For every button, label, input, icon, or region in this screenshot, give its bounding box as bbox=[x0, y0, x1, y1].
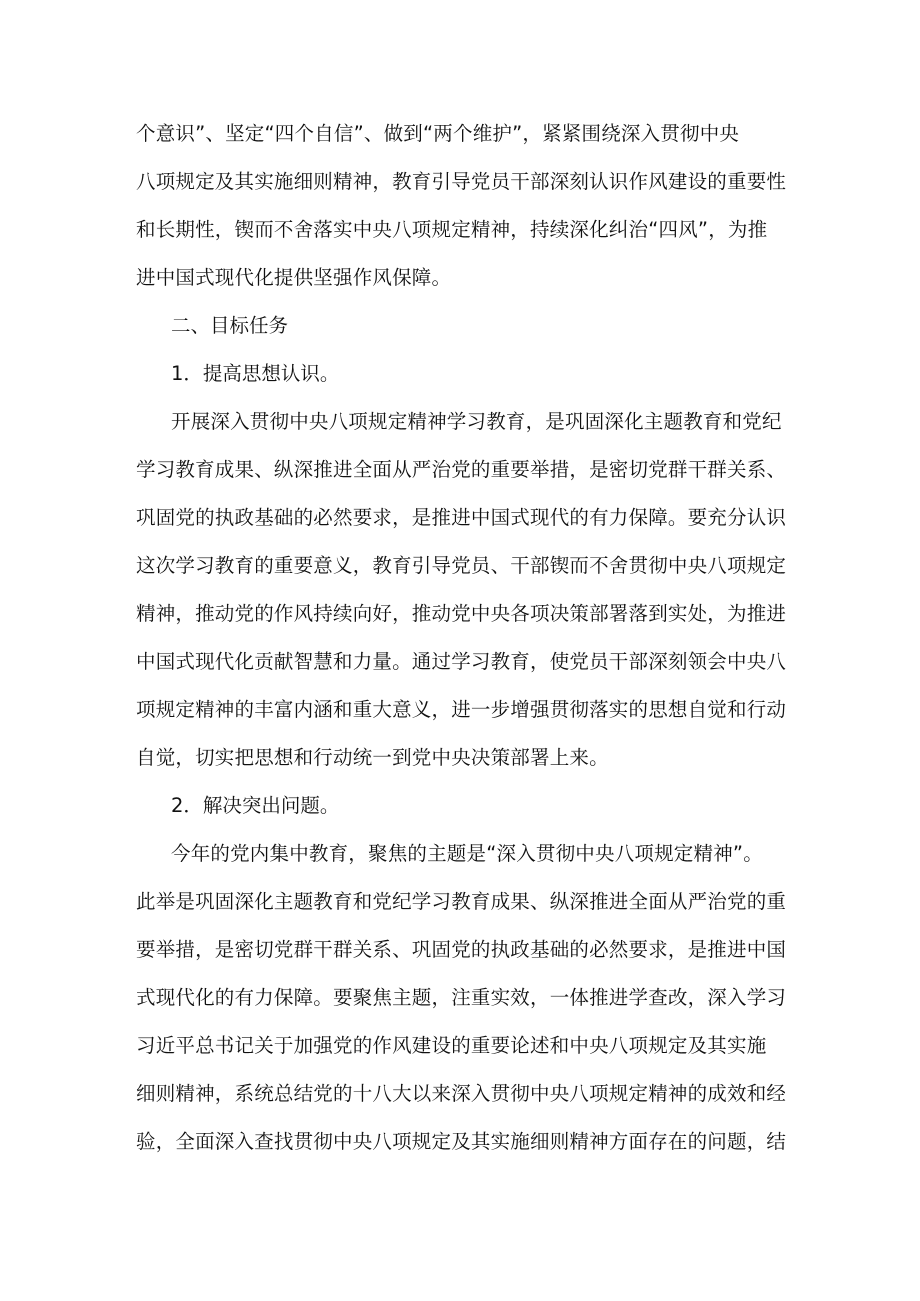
paragraph-line: 此举是巩固深化主题教育和党纪学习教育成果、纵深推进全面从严治党的重 bbox=[136, 890, 787, 913]
paragraph-line: 习近平总书记关于加强党的作风建设的重要论述和中央八项规定及其实施 bbox=[136, 1034, 767, 1057]
paragraph-line: 中国式现代化贡献智慧和力量。通过学习教育，使党员干部深刻领会中央八 bbox=[136, 650, 787, 673]
paragraph-line: 个意识”、坚定“四个自信”、做到“两个维护”，紧紧围绕深入贯彻中央 bbox=[136, 122, 740, 145]
item-heading: 2．解决突出问题。 bbox=[171, 794, 340, 817]
section-heading: 二、目标任务 bbox=[171, 314, 289, 337]
paragraph-line: 和长期性，锲而不舍落实中央八项规定精神，持续深化纠治“四风”，为推 bbox=[136, 218, 768, 241]
paragraph-line: 要举措，是密切党群干群关系、巩固党的执政基础的必然要求，是推进中国 bbox=[136, 938, 787, 961]
paragraph-line: 式现代化的有力保障。要聚焦主题，注重实效，一体推进学查改，深入学习 bbox=[136, 986, 787, 1009]
item-heading: 1．提高思想认识。 bbox=[171, 362, 340, 385]
paragraph-line: 项规定精神的丰富内涵和重大意义，进一步增强贯彻落实的思想自觉和行动 bbox=[136, 698, 787, 721]
paragraph-line: 进中国式现代化提供坚强作风保障。 bbox=[136, 266, 452, 289]
paragraph-line: 开展深入贯彻中央八项规定精神学习教育，是巩固深化主题教育和党纪 bbox=[171, 410, 782, 433]
paragraph-line: 精神，推动党的作风持续向好，推动党中央各项决策部署落到实处，为推进 bbox=[136, 602, 787, 625]
paragraph-line: 今年的党内集中教育，聚焦的主题是“深入贯彻中央八项规定精神”。 bbox=[171, 842, 763, 865]
paragraph-line: 自觉，切实把思想和行动统一到党中央决策部署上来。 bbox=[136, 746, 609, 769]
paragraph-line: 学习教育成果、纵深推进全面从严治党的重要举措，是密切党群干群关系、 bbox=[136, 458, 787, 481]
paragraph-line: 验，全面深入查找贯彻中央八项规定及其实施细则精神方面存在的问题，结 bbox=[136, 1130, 787, 1153]
paragraph-line: 八项规定及其实施细则精神，教育引导党员干部深刻认识作风建设的重要性 bbox=[136, 170, 787, 193]
paragraph-line: 细则精神，系统总结党的十八大以来深入贯彻中央八项规定精神的成效和经 bbox=[136, 1082, 787, 1105]
paragraph-line: 巩固党的执政基础的必然要求，是推进中国式现代的有力保障。要充分认识 bbox=[136, 506, 787, 529]
paragraph-line: 这次学习教育的重要意义，教育引导党员、干部锲而不舍贯彻中央八项规定 bbox=[136, 554, 787, 577]
